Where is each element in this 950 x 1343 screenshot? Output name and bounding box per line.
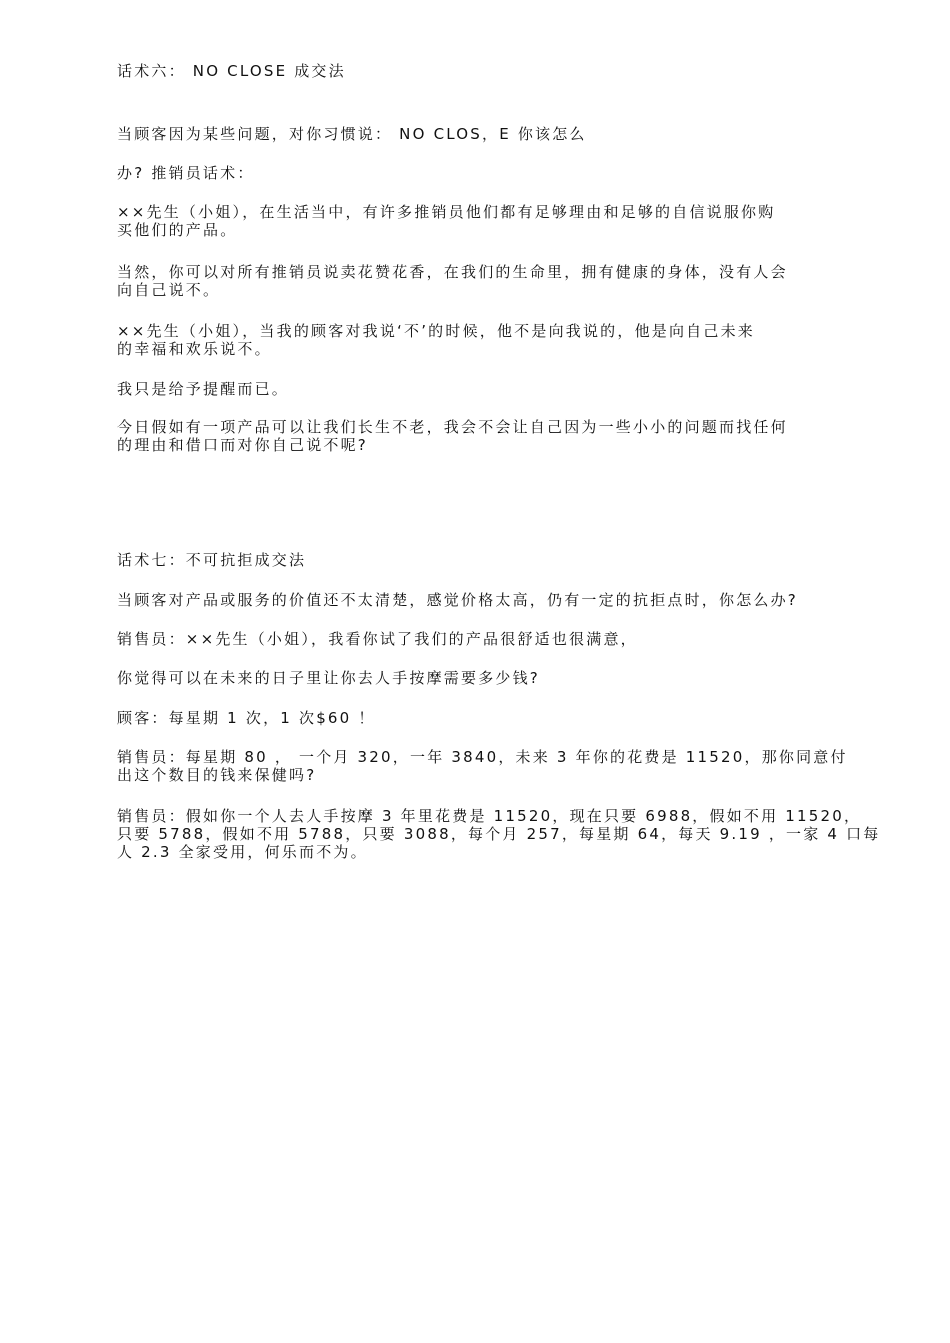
text-line: 买他们的产品。	[117, 221, 238, 239]
section-6-intro-line-1: 当顾客因为某些问题，对你习惯说： NO CLOS，E 你该怎么	[117, 125, 587, 143]
section-6-title: 话术六： NO CLOSE 成交法	[117, 62, 346, 80]
text-line: ××先生（小姐），当我的顾客对我说‘不’的时候，他不是向我说的，他是向自己未来	[117, 322, 755, 340]
section-6-paragraph-1	[117, 203, 877, 239]
text-line: 的幸福和欢乐说不。	[117, 340, 272, 358]
section-7-intro: 当顾客对产品或服务的价值还不太清楚，感觉价格太高，仍有一定的抗拒点时，你怎么办?	[117, 591, 798, 609]
text-line: 当然，你可以对所有推销员说卖花赞花香，在我们的生命里，拥有健康的身体，没有人会	[117, 263, 788, 281]
section-7-salesperson-2: 你觉得可以在未来的日子里让你去人手按摩需要多少钱?	[117, 669, 540, 687]
text-line: 的理由和借口而对你自己说不呢?	[117, 436, 368, 454]
text-line: 销售员：每星期 80 ， 一个月 320，一年 3840，未来 3 年你的花费是 11520，那你同意付	[117, 748, 848, 766]
text-line: 销售员：假如你一个人去人手按摩 3 年里花费是 11520，现在只要 6988，假如不用 11520，	[117, 807, 862, 825]
section-7-salesperson-4	[117, 807, 881, 861]
section-7-salesperson-3	[117, 748, 877, 784]
text-line: 向自己说不。	[117, 281, 221, 299]
section-7-salesperson-1: 销售员：××先生（小姐），我看你试了我们的产品很舒适也很满意，	[117, 630, 638, 648]
text-line: ××先生（小姐），在生活当中，有许多推销员他们都有足够理由和足够的自信说服你购	[117, 203, 776, 221]
section-6-paragraph-4: 我只是给予提醒而已。	[117, 380, 290, 398]
text-line: 人 2.3 全家受用，何乐而不为。	[117, 843, 368, 861]
section-6-paragraph-2	[117, 263, 877, 299]
section-7-customer-1: 顾客：每星期 1 次，1 次$60 ！	[117, 709, 376, 727]
text-line: 只要 5788，假如不用 5788，只要 3088，每个月 257，每星期 64，每天 9.19 ，一家 4 口每	[117, 825, 881, 843]
text-line: 今日假如有一项产品可以让我们长生不老，我会不会让自己因为一些小小的问题而找任何	[117, 418, 788, 436]
text-line: 出这个数目的钱来保健吗?	[117, 766, 317, 784]
section-6-intro-line-2: 办? 推销员话术：	[117, 164, 255, 182]
section-6-paragraph-5	[117, 418, 877, 454]
section-6-paragraph-3	[117, 322, 877, 358]
section-7-title: 话术七：不可抗拒成交法	[117, 551, 307, 569]
